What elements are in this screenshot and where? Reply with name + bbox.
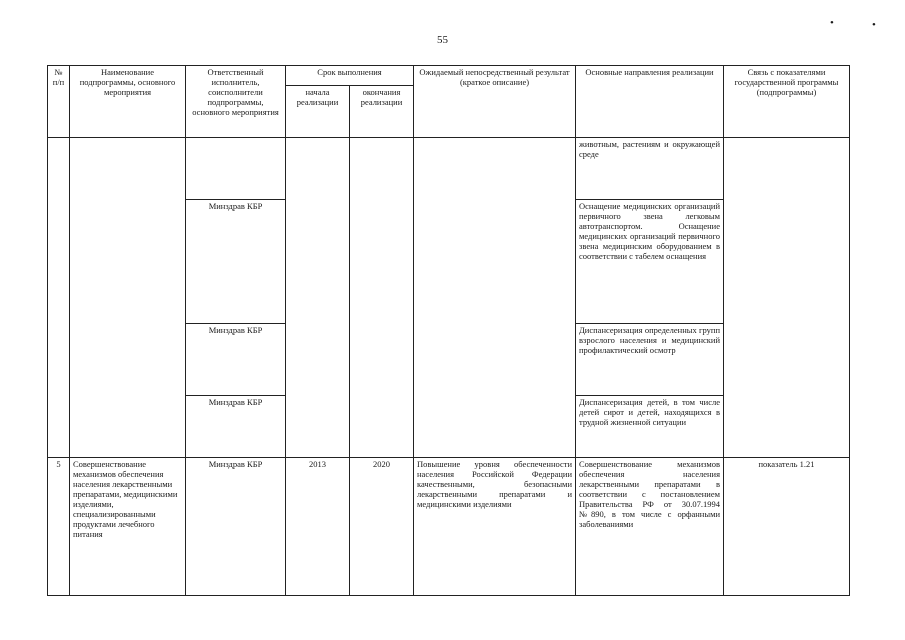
cell-name-empty bbox=[70, 138, 186, 458]
cell-result: Повышение уровня обеспеченности населения Российской Федерации качественными, безопасными лекарственными препаратами и медицинскими изделиями bbox=[414, 458, 576, 596]
header-row bbox=[48, 66, 850, 86]
header-period: Срок выполнения bbox=[286, 66, 414, 86]
cell-responsible: Минздрав КБР bbox=[186, 324, 286, 396]
cell-responsible bbox=[186, 138, 286, 200]
table-row-5 bbox=[48, 458, 850, 596]
cell-responsible: Минздрав КБР bbox=[186, 458, 286, 596]
cell-link: показатель 1.21 bbox=[724, 458, 850, 596]
header-name: Наименование подпрограммы, основного мероприятия bbox=[70, 66, 186, 138]
cell-num-empty bbox=[48, 138, 70, 458]
header-start: начала реализации bbox=[286, 86, 350, 138]
header-result: Ожидаемый непосредственный результат (краткое описание) bbox=[414, 66, 576, 138]
page-number: 55 bbox=[437, 34, 448, 46]
cell-num: 5 bbox=[48, 458, 70, 596]
cell-end: 2020 bbox=[350, 458, 414, 596]
header-directions: Основные направления реализации bbox=[576, 66, 724, 138]
cell-responsible: Минздрав КБР bbox=[186, 200, 286, 324]
scan-dot: • bbox=[872, 19, 876, 31]
cell-direction: Оснащение медицинских организаций первичного звена легковым автотранспортом. Оснащение медицинских организаций первичного звена медицинским оборудованием в соответствии с табелем оснащения bbox=[576, 200, 724, 324]
table-row bbox=[48, 138, 850, 200]
scan-dot: • bbox=[830, 17, 834, 29]
cell-direction: животным, растениям и окружающей среде bbox=[576, 138, 724, 200]
header-link: Связь с показателями государственной программы (подпрограммы) bbox=[724, 66, 850, 138]
cell-link-empty bbox=[724, 138, 850, 458]
program-table bbox=[47, 65, 850, 596]
cell-start: 2013 bbox=[286, 458, 350, 596]
cell-end-empty bbox=[350, 138, 414, 458]
cell-direction: Диспансеризация детей, в том числе детей сирот и детей, находящихся в трудной жизненной ситуации bbox=[576, 396, 724, 458]
header-end: окончания реализации bbox=[350, 86, 414, 138]
cell-name: Совершенствование механизмов обеспечения населения лекарственными препаратами, медицинскими изделиями, специализированными продуктами лечебного питания bbox=[70, 458, 186, 596]
cell-direction: Совершенствование механизмов обеспечения населения лекарственными препаратами в соответствии с постановлением Правительства РФ от 30.07.1994 №890, в том числе с орфанными заболеваниями bbox=[576, 458, 724, 596]
cell-responsible: Минздрав КБР bbox=[186, 396, 286, 458]
header-responsible: Ответственный исполнитель, соисполнители подпрограммы, основного мероприятия bbox=[186, 66, 286, 138]
cell-direction: Диспансеризация определенных групп взрослого населения и медицинский профилактический осмотр bbox=[576, 324, 724, 396]
cell-start-empty bbox=[286, 138, 350, 458]
cell-result-empty bbox=[414, 138, 576, 458]
header-num: № п/п bbox=[48, 66, 70, 138]
